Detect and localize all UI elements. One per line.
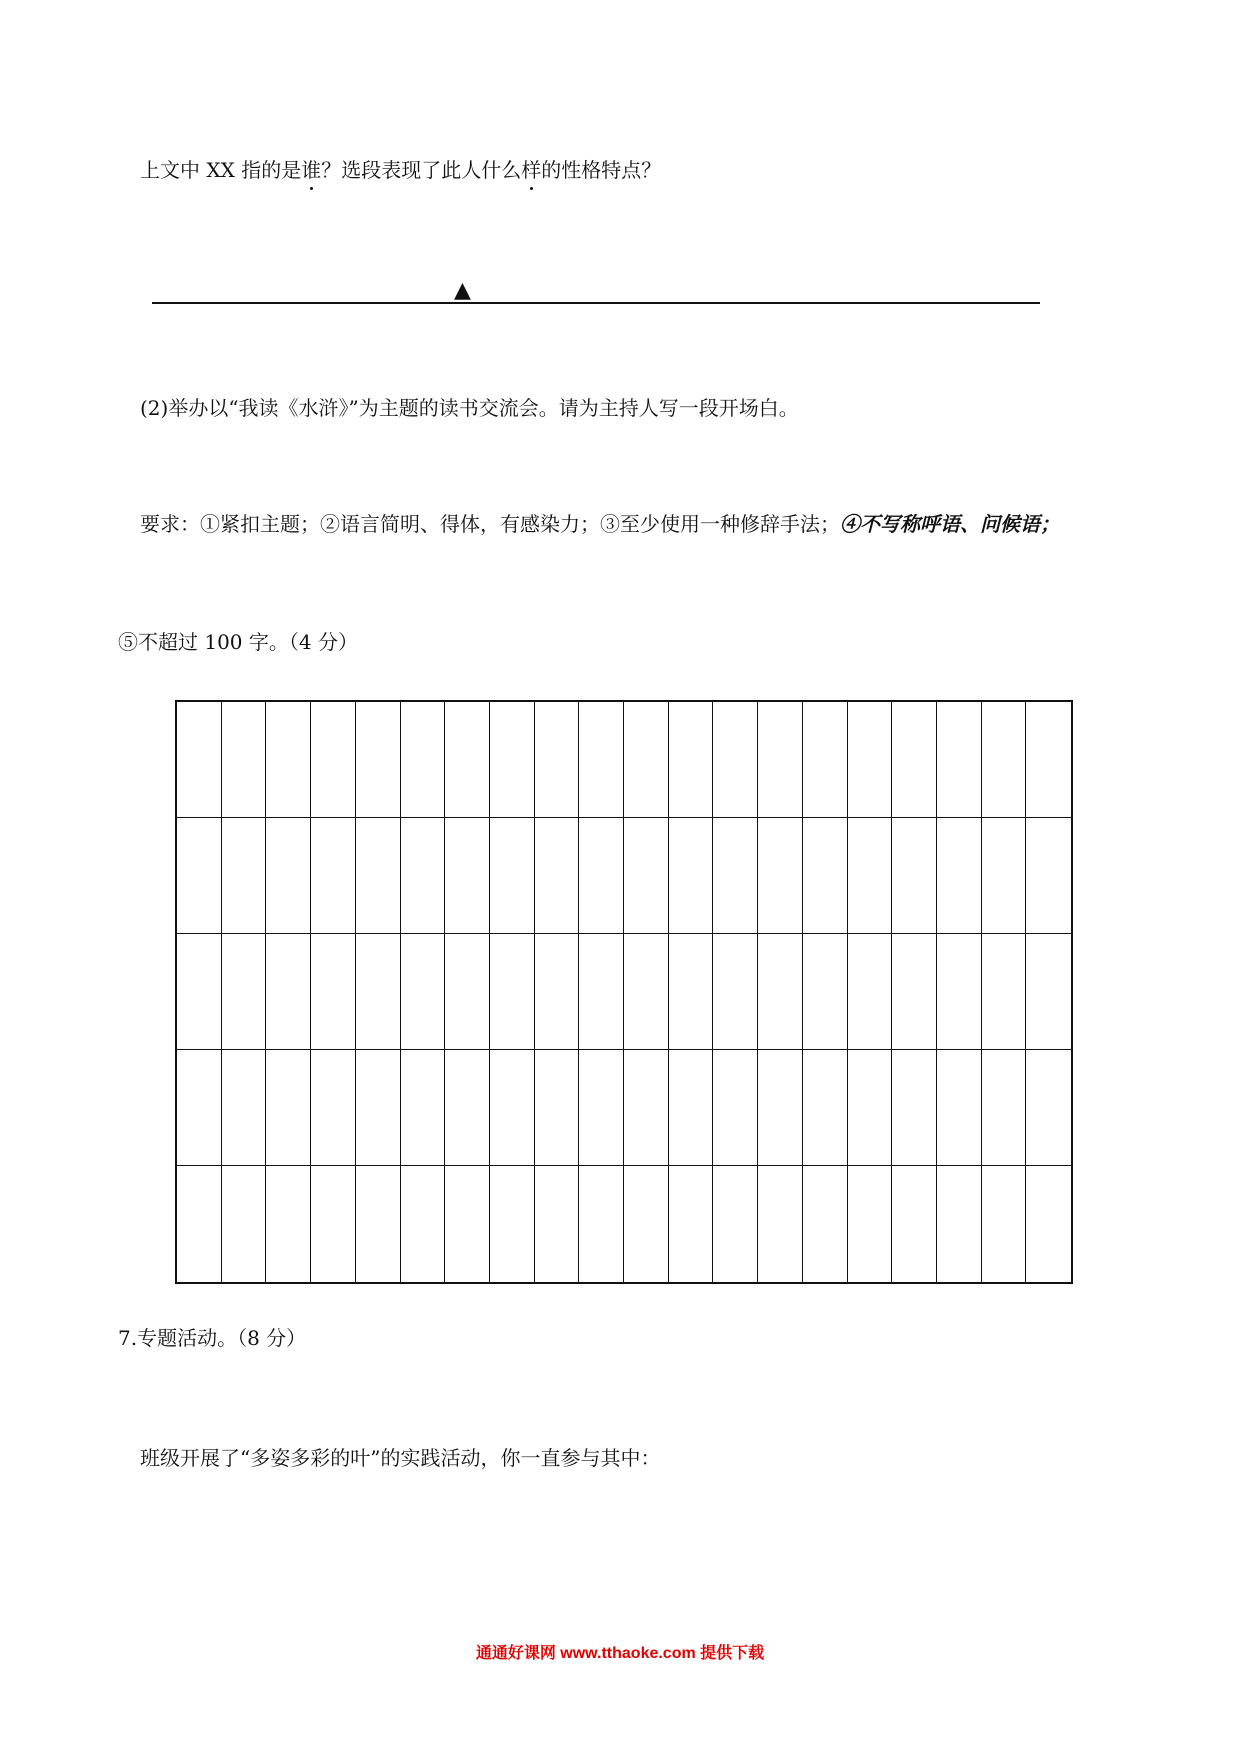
grid-cell[interactable] (1026, 1050, 1071, 1166)
question-2-requirements-plain: 要求：①紧扣主题；②语言简明、得体，有感染力；③至少使用一种修辞手法； (140, 512, 840, 536)
grid-cell[interactable] (311, 1050, 356, 1166)
grid-cell[interactable] (222, 702, 267, 818)
grid-cell[interactable] (490, 1166, 535, 1282)
grid-cell[interactable] (624, 702, 669, 818)
question-2-prompt: (2)举办以“我读《水浒》”为主题的读书交流会。请为主持人写一段开场白。 (140, 396, 799, 420)
grid-cell[interactable] (490, 702, 535, 818)
grid-cell[interactable] (669, 1166, 714, 1282)
grid-cell[interactable] (669, 934, 714, 1050)
grid-cell[interactable] (1026, 1166, 1071, 1282)
grid-cell[interactable] (401, 702, 446, 818)
grid-cell[interactable] (713, 702, 758, 818)
grid-cell[interactable] (848, 934, 893, 1050)
question-7-intro: 班级开展了“多姿多彩的叶”的实践活动，你一直参与其中： (140, 1446, 661, 1470)
question-1-prefix: 上文中 XX 指的是 (140, 158, 302, 182)
grid-cell[interactable] (758, 1166, 803, 1282)
grid-cell[interactable] (848, 818, 893, 934)
grid-cell[interactable] (177, 1050, 222, 1166)
grid-cell[interactable] (445, 934, 490, 1050)
grid-cell[interactable] (758, 934, 803, 1050)
grid-cell[interactable] (222, 934, 267, 1050)
grid-cell[interactable] (356, 818, 401, 934)
grid-cell[interactable] (490, 1050, 535, 1166)
grid-cell[interactable] (401, 934, 446, 1050)
grid-cell[interactable] (713, 1050, 758, 1166)
grid-cell[interactable] (266, 934, 311, 1050)
grid-cell[interactable] (266, 702, 311, 818)
grid-cell[interactable] (982, 818, 1027, 934)
grid-cell[interactable] (356, 1050, 401, 1166)
grid-cell[interactable] (535, 818, 580, 934)
grid-cell[interactable] (713, 934, 758, 1050)
grid-cell[interactable] (311, 1166, 356, 1282)
grid-cell[interactable] (579, 818, 624, 934)
grid-cell[interactable] (311, 818, 356, 934)
grid-cell[interactable] (535, 702, 580, 818)
grid-cell[interactable] (311, 702, 356, 818)
grid-cell[interactable] (222, 818, 267, 934)
grid-cell[interactable] (982, 702, 1027, 818)
grid-cell[interactable] (624, 1050, 669, 1166)
question-1-text (140, 156, 661, 184)
grid-cell[interactable] (535, 1050, 580, 1166)
grid-cell[interactable] (982, 1050, 1027, 1166)
grid-cell[interactable] (177, 702, 222, 818)
grid-cell[interactable] (848, 1050, 893, 1166)
grid-cell[interactable] (222, 1050, 267, 1166)
grid-cell[interactable] (982, 1166, 1027, 1282)
grid-cell[interactable] (222, 1166, 267, 1282)
grid-cell[interactable] (356, 702, 401, 818)
grid-cell[interactable] (848, 1166, 893, 1282)
grid-cell[interactable] (803, 1050, 848, 1166)
answer-line[interactable] (152, 302, 1040, 304)
question-2-requirements-continued: ⑤不超过 100 字。（4 分） (118, 630, 358, 654)
grid-cell[interactable] (937, 702, 982, 818)
grid-cell[interactable] (937, 818, 982, 934)
grid-cell[interactable] (445, 1050, 490, 1166)
grid-cell[interactable] (356, 934, 401, 1050)
grid-cell[interactable] (535, 934, 580, 1050)
question-1-suffix: 的性格特点？ (541, 158, 662, 182)
grid-cell[interactable] (445, 818, 490, 934)
grid-cell[interactable] (490, 934, 535, 1050)
grid-cell[interactable] (177, 818, 222, 934)
grid-cell[interactable] (669, 818, 714, 934)
question-1-middle: ？选段表现了此人什么 (321, 158, 522, 182)
grid-cell[interactable] (892, 818, 937, 934)
grid-cell[interactable] (356, 1166, 401, 1282)
grid-cell[interactable] (579, 934, 624, 1050)
grid-cell[interactable] (177, 1166, 222, 1282)
grid-cell[interactable] (758, 702, 803, 818)
grid-cell[interactable] (401, 1166, 446, 1282)
grid-cell[interactable] (892, 702, 937, 818)
question-1-emphasis-1: 谁 (301, 158, 322, 182)
grid-cell[interactable] (937, 934, 982, 1050)
grid-cell[interactable] (490, 818, 535, 934)
grid-cell[interactable] (803, 1166, 848, 1282)
grid-cell[interactable] (803, 818, 848, 934)
grid-cell[interactable] (1026, 702, 1071, 818)
grid-cell[interactable] (758, 818, 803, 934)
grid-cell[interactable] (579, 1166, 624, 1282)
grid-cell[interactable] (624, 1166, 669, 1282)
grid-cell[interactable] (892, 1166, 937, 1282)
grid-cell[interactable] (401, 818, 446, 934)
grid-cell[interactable] (1026, 934, 1071, 1050)
grid-cell[interactable] (177, 934, 222, 1050)
grid-cell[interactable] (624, 934, 669, 1050)
question-7-title: 7.专题活动。（8 分） (118, 1326, 307, 1350)
footer-source-text: 通通好课网 www.tthaoke.com 提供下载 (475, 1645, 765, 1662)
grid-cell[interactable] (937, 1050, 982, 1166)
grid-cell[interactable] (892, 1050, 937, 1166)
grid-cell[interactable] (266, 1166, 311, 1282)
grid-cell[interactable] (579, 1050, 624, 1166)
grid-cell[interactable] (266, 818, 311, 934)
grid-cell[interactable] (669, 1050, 714, 1166)
grid-cell[interactable] (848, 702, 893, 818)
grid-cell[interactable] (713, 818, 758, 934)
grid-cell[interactable] (758, 1050, 803, 1166)
grid-cell[interactable] (713, 1166, 758, 1282)
question-1-emphasis-2: 样 (521, 158, 542, 182)
grid-cell[interactable] (445, 1166, 490, 1282)
grid-cell[interactable] (803, 702, 848, 818)
grid-cell[interactable] (445, 702, 490, 818)
grid-cell[interactable] (266, 1050, 311, 1166)
question-2-requirements (140, 510, 1060, 538)
grid-cell[interactable] (579, 702, 624, 818)
grid-cell[interactable] (937, 1166, 982, 1282)
grid-cell[interactable] (669, 702, 714, 818)
answer-triangle-mark: ▲ (454, 278, 471, 303)
grid-cell[interactable] (624, 818, 669, 934)
grid-cell[interactable] (311, 934, 356, 1050)
grid-cell[interactable] (401, 1050, 446, 1166)
grid-cell[interactable] (892, 934, 937, 1050)
writing-grid[interactable] (175, 700, 1073, 1284)
grid-cell[interactable] (1026, 818, 1071, 934)
question-2-requirements-bold: ④不写称呼语、问候语； (840, 512, 1060, 536)
grid-cell[interactable] (982, 934, 1027, 1050)
grid-cell[interactable] (535, 1166, 580, 1282)
grid-cell[interactable] (803, 934, 848, 1050)
